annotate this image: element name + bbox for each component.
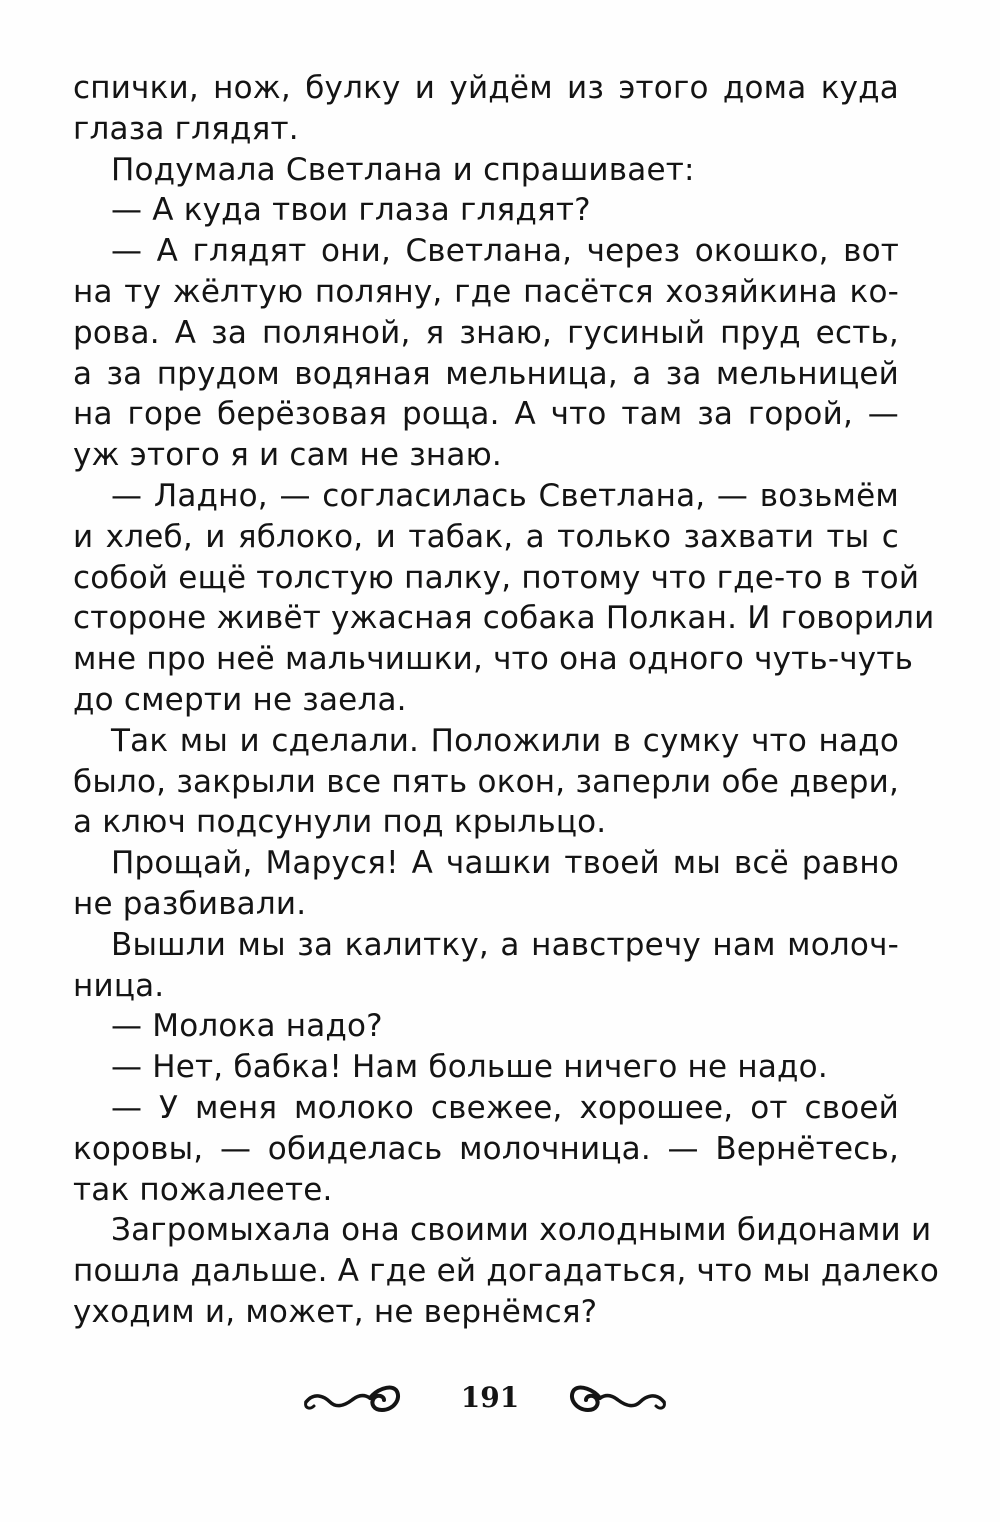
- text-line: рова. А за поляной, я знаю, гусиный пруд есть,: [73, 314, 899, 351]
- text-line: Так мы и сделали. Положили в сумку что надо: [111, 722, 899, 759]
- text-line: Прощай, Маруся! А чашки твоей мы всё равно: [111, 845, 899, 882]
- text-line: Подумала Светлана и спрашивает:: [111, 151, 695, 188]
- text-line: не разбивали.: [73, 885, 307, 922]
- text-line: глаза глядят.: [73, 110, 299, 147]
- text-line: — Нет, бабка! Нам больше ничего не надо.: [111, 1049, 828, 1086]
- text-line: и хлеб, и яблоко, и табак, а только захвати ты с: [73, 518, 899, 555]
- page-footer: [0, 1368, 1000, 1428]
- page-number: 191: [460, 1381, 520, 1414]
- text-line: пошла дальше. А где ей догадаться, что мы далеко: [73, 1253, 940, 1290]
- text-line: было, закрыли все пять окон, заперли обе двери,: [73, 763, 899, 800]
- text-line: Загромыхала она своими холодными бидонами и: [111, 1212, 932, 1249]
- text-line: — Молока надо?: [111, 1008, 383, 1045]
- flourish-left-icon: [300, 1368, 410, 1428]
- text-line: — А куда твои глаза глядят?: [111, 192, 591, 229]
- text-line: стороне живёт ужасная собака Полкан. И говорили: [73, 600, 935, 637]
- text-line: уходим и, может, не вернёмся?: [73, 1293, 598, 1330]
- text-line: коровы, — обиделась молочница. — Вернётесь,: [73, 1130, 899, 1167]
- text-line: ница.: [73, 967, 165, 1004]
- text-line: мне про неё мальчишки, что она одного чуть-чуть: [73, 641, 914, 678]
- text-line: — Ладно, — согласилась Светлана, — возьмём: [111, 477, 899, 514]
- body-text: [73, 68, 940, 1333]
- text-line: до смерти не заела.: [73, 681, 407, 718]
- text-line: уж этого я и сам не знаю.: [73, 437, 502, 474]
- text-line: — У меня молоко свежее, хорошее, от своей: [111, 1089, 899, 1126]
- text-line: так пожалеете.: [73, 1171, 333, 1208]
- text-line: — А глядят они, Светлана, через окошко, вот: [111, 233, 899, 270]
- flourish-right-icon: [560, 1368, 670, 1428]
- text-line: на ту жёлтую поляну, где пасётся хозяйкина ко-: [73, 273, 899, 310]
- text-line: Вышли мы за калитку, а навстречу нам молоч-: [111, 926, 899, 963]
- text-line: на горе берёзовая роща. А что там за горой, —: [73, 396, 899, 433]
- text-line: спички, нож, булку и уйдём из этого дома куда: [73, 70, 899, 106]
- text-line: а ключ подсунули под крыльцо.: [73, 804, 607, 841]
- text-line: а за прудом водяная мельница, а за мельницей: [73, 355, 899, 392]
- text-line: собой ещё толстую палку, потому что где-то в той: [73, 559, 920, 596]
